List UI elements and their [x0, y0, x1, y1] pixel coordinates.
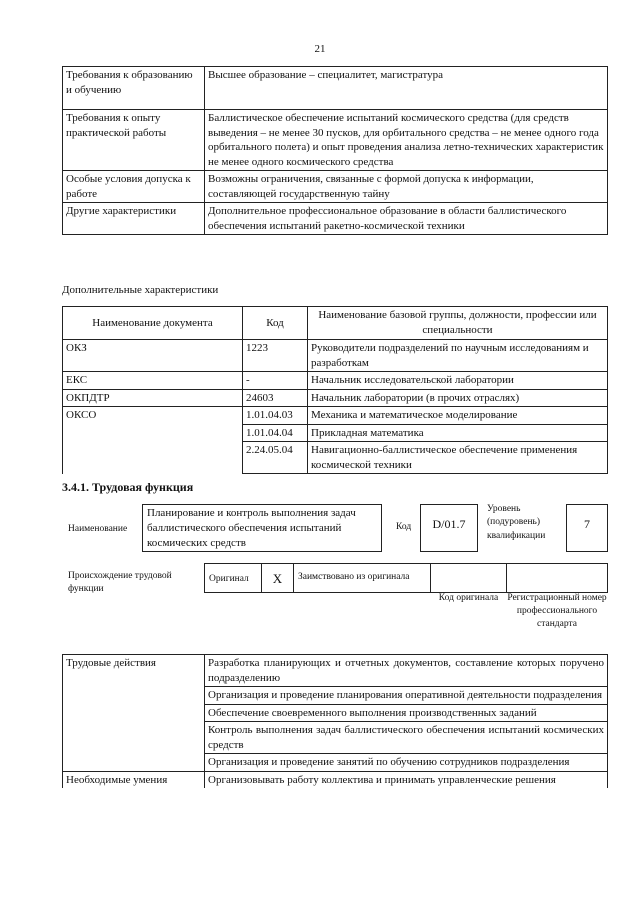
- origin-label: Происхождение трудовой функции: [68, 571, 172, 594]
- action-item: Обеспечение своевременного выполнения производственных заданий: [205, 704, 608, 722]
- code-cell: 2.24.05.04: [243, 442, 308, 474]
- original-cell: [204, 563, 262, 593]
- labor-actions-table: [62, 654, 608, 788]
- column-header: Код: [243, 307, 308, 340]
- name-label: Наименование: [68, 524, 128, 534]
- action-item: Контроль выполнения задач баллистического обеспечения испытаний космических средств: [205, 722, 608, 754]
- name-cell: Механика и математическое моделирование: [308, 407, 608, 425]
- level-value: 7: [584, 517, 590, 531]
- req-key: Особые условия допуска к работе: [63, 171, 205, 203]
- skills-label: Необходимые умения: [63, 771, 205, 788]
- code-cell: 24603: [243, 389, 308, 407]
- name-cell: Навигационно-баллистическое обеспечение применения космической техники: [308, 442, 608, 474]
- page-number: 21: [314, 43, 326, 55]
- doc-cell: ОКПДТР: [63, 389, 243, 407]
- function-code-box: [420, 504, 478, 552]
- function-name: Планирование и контроль выполнения задач баллистического обеспечения испытаний космических средств: [147, 507, 356, 549]
- original-code-cell: [430, 563, 507, 593]
- doc-cell: ЕКС: [63, 372, 243, 390]
- table-row: [63, 67, 608, 110]
- action-item: Разработка планирующих и отчетных документов, составление которых поручено подразделению: [205, 655, 608, 687]
- level-label: Уровень (подуровень) квалификации: [487, 504, 546, 541]
- original-code-label: Код оригинала: [438, 593, 499, 603]
- column-header: Наименование базовой группы, должности, профессии или специальности: [308, 307, 608, 340]
- actions-label: Трудовые действия: [63, 655, 205, 772]
- requirements-table: [62, 66, 608, 235]
- labor-function-title: 3.4.1. Трудовая функция: [62, 480, 194, 494]
- function-name-box: [142, 504, 382, 552]
- skill-item: Организовывать работу коллектива и принимать управленческие решения: [205, 771, 608, 788]
- table-row: [63, 407, 608, 425]
- code-cell: 1223: [243, 340, 308, 372]
- name-cell: Начальник лаборатории (в прочих отраслях): [308, 389, 608, 407]
- original-label: Оригинал: [209, 574, 249, 584]
- original-mark-cell: [261, 563, 294, 593]
- table-row: [63, 110, 608, 171]
- reg-number-cell: [506, 563, 608, 593]
- original-mark: X: [272, 571, 283, 586]
- borrowed-cell: [293, 563, 431, 593]
- table-row: [63, 340, 608, 372]
- function-code: D/01.7: [432, 517, 466, 531]
- table-row: [63, 203, 608, 235]
- req-key: Другие характеристики: [63, 203, 205, 235]
- action-item: Организация и проведение планирования оперативной деятельности подразделения: [205, 687, 608, 705]
- extra-characteristics-label: Дополнительные характеристики: [62, 284, 219, 296]
- table-row: [63, 389, 608, 407]
- table-header-row: [63, 307, 608, 340]
- table-row: [63, 655, 608, 687]
- code-cell: 1.01.04.04: [243, 424, 308, 442]
- req-value: Дополнительное профессиональное образование в области баллистического обеспечения испытаний ракетно-космической техники: [205, 203, 608, 235]
- doc-cell: ОКЗ: [63, 340, 243, 372]
- table-row: [63, 372, 608, 390]
- req-key: Требования к образованию и обучению: [63, 67, 205, 110]
- table-row: [63, 171, 608, 203]
- doc-cell: ОКСО: [63, 407, 243, 474]
- req-value: Высшее образование – специалитет, магистратура: [205, 67, 608, 110]
- code-label: Код: [396, 522, 412, 532]
- req-key: Требования к опыту практической работы: [63, 110, 205, 171]
- table-row: [63, 771, 608, 788]
- action-item: Организация и проведение занятий по обучению сотрудников подразделения: [205, 754, 608, 772]
- req-value: Баллистическое обеспечение испытаний космического средства (для средств выведения – не менее 30 пусков, для орбитального средства – не менее одного года орбитального полета) и опыт проведения анализа летно-технических характеристик не менее одного космического средства: [205, 110, 608, 171]
- code-cell: 1.01.04.03: [243, 407, 308, 425]
- req-value: Возможны ограничения, связанные с формой допуска к информации, составляющей государственную тайну: [205, 171, 608, 203]
- column-header: Наименование документа: [63, 307, 243, 340]
- name-cell: Руководители подразделений по научным исследованиям и разработкам: [308, 340, 608, 372]
- name-cell: Начальник исследовательской лаборатории: [308, 372, 608, 390]
- extra-characteristics-table: [62, 306, 608, 474]
- level-box: [566, 504, 608, 552]
- reg-number-label: Регистрационный номер профессионального стандарта: [507, 593, 607, 629]
- code-cell: -: [243, 372, 308, 390]
- borrowed-label: Заимствовано из оригинала: [298, 572, 410, 582]
- name-cell: Прикладная математика: [308, 424, 608, 442]
